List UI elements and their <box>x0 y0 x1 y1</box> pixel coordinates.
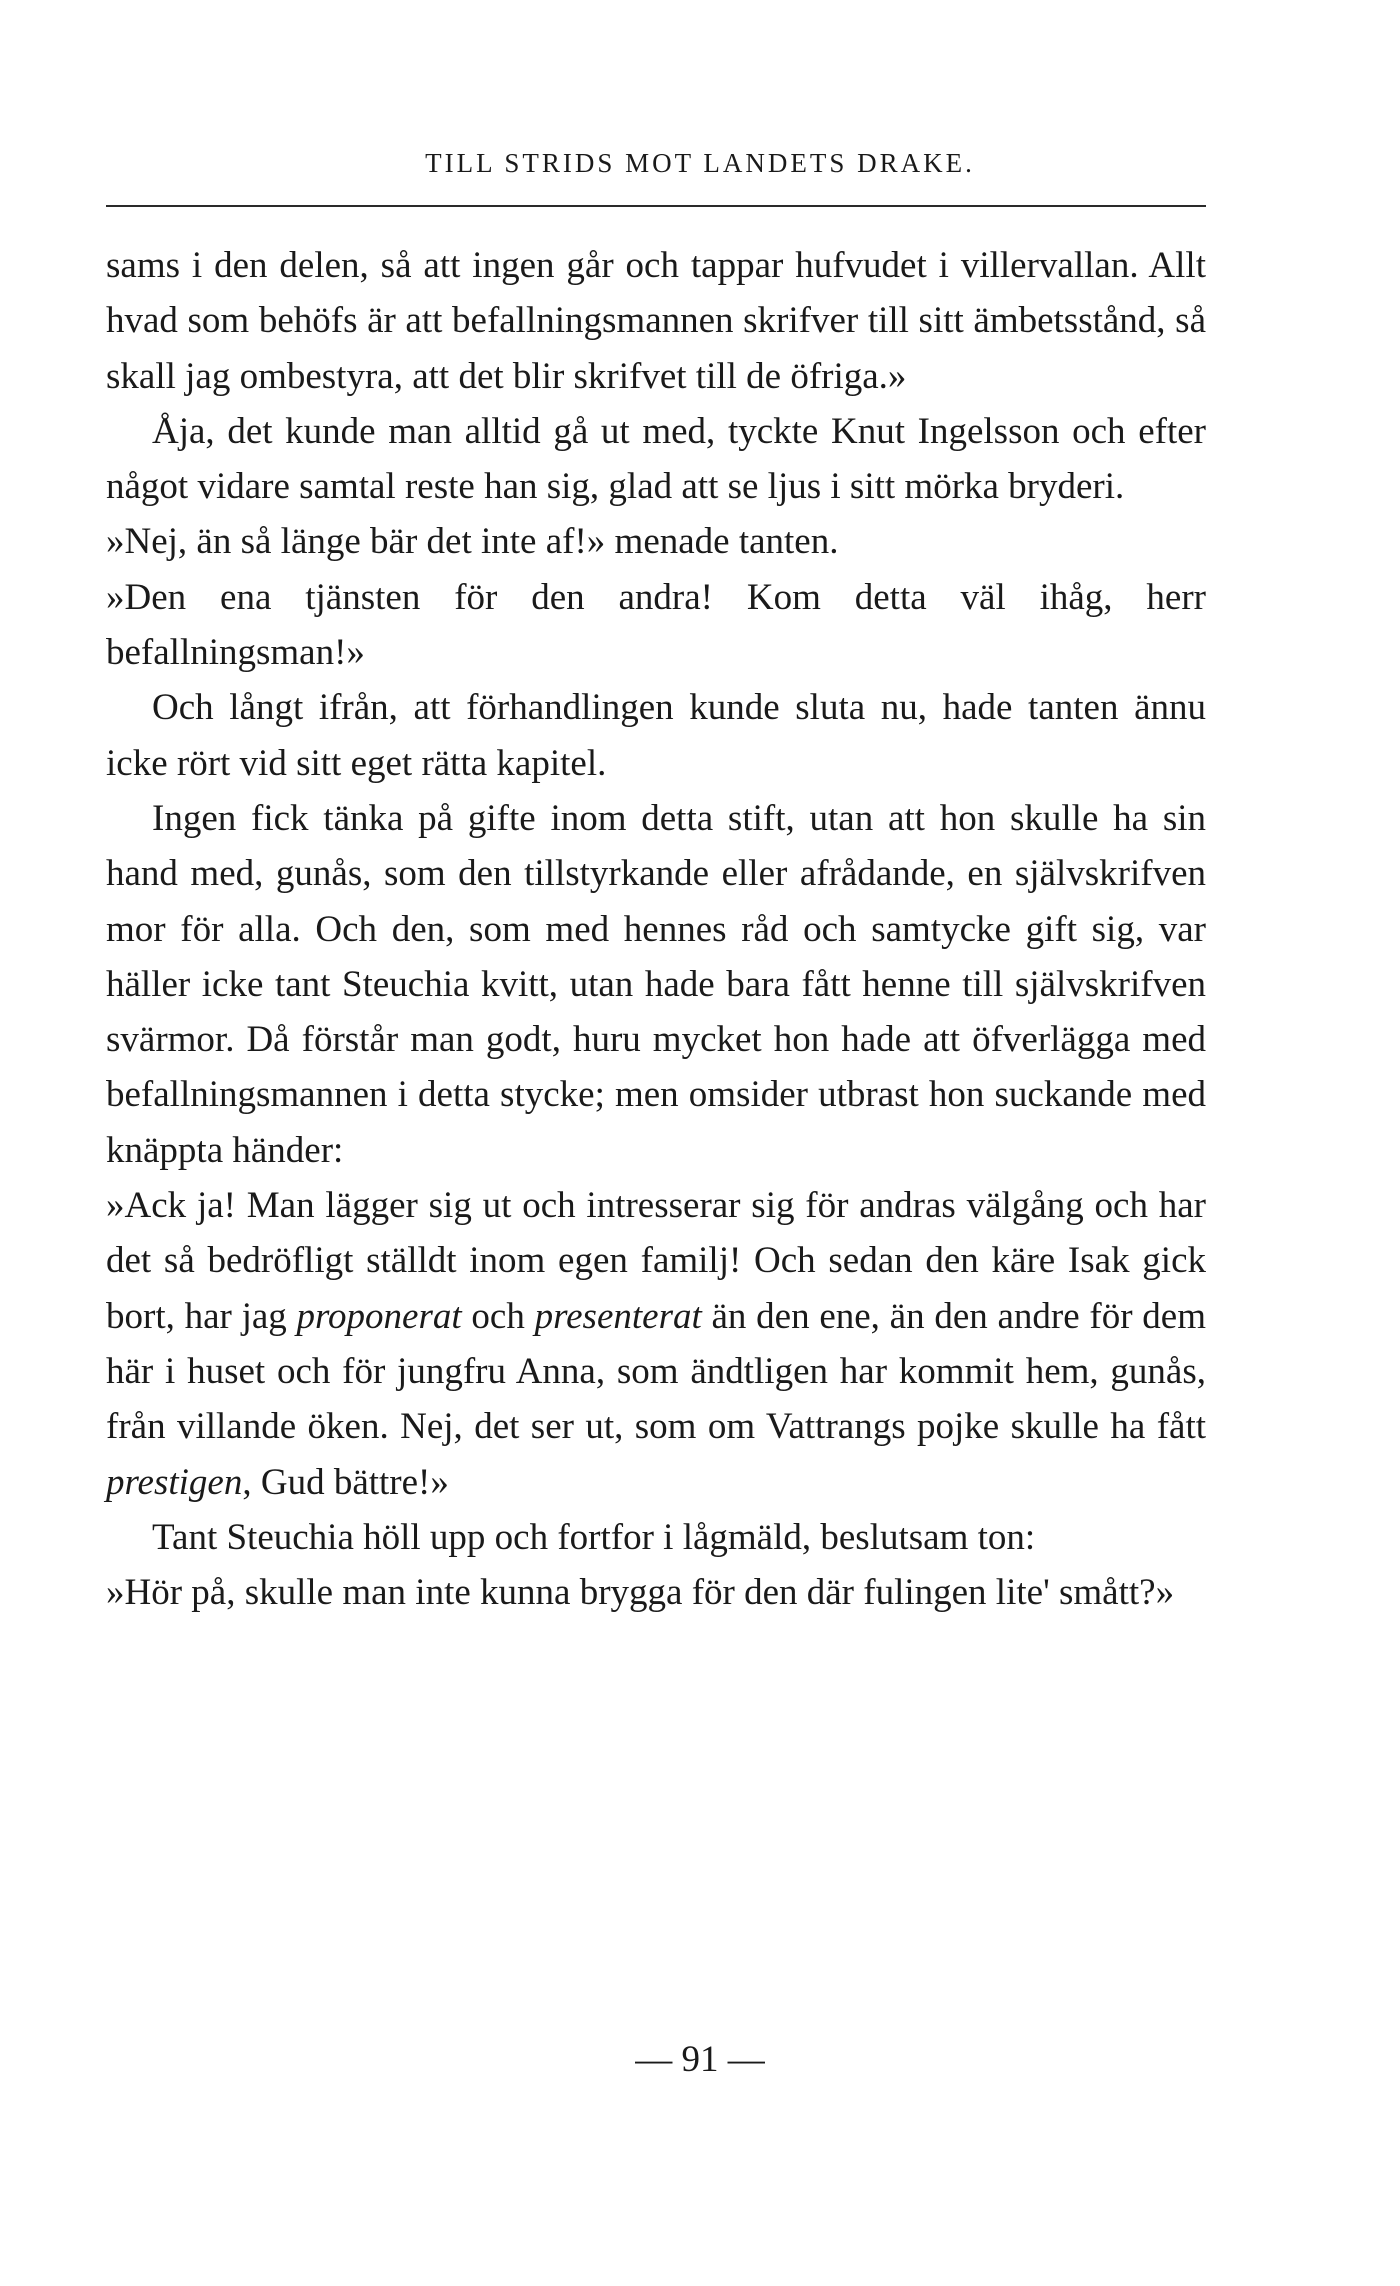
paragraph: »Hör på, skulle man inte kunna brygga för den där fulingen lite' smått?» <box>106 1572 1175 1614</box>
running-head: TILL STRIDS MOT LANDETS DRAKE. <box>425 148 975 178</box>
header-rule <box>106 205 1206 207</box>
paragraph: Och långt ifrån, att förhandlingen kunde sluta nu, hade tanten ännu icke rört vid sitt eget rätta kapitel. <box>106 687 1206 784</box>
paragraph: sams i den delen, så att ingen går och tappar hufvudet i villervallan. Allt hvad som behöfs är att befallningsmannen skrifver till sitt ämbetsstånd, så skall jag ombestyra, att det blir skrifvet till de öfriga.» <box>106 245 1206 397</box>
paragraph: Tant Steuchia höll upp och fortfor i lågmäld, beslutsam ton: <box>152 1516 1036 1558</box>
paragraph: »Den ena tjänsten för den andra! Kom detta väl ihåg, herr befallningsman!» <box>106 576 1206 674</box>
paragraph: »Ack ja! Man lägger sig ut och intresserar sig för andras välgång och har det så bedröfligt ställdt inom egen familj! Och sedan den käre Isak gick bort, har jag proponerat och presenterat än den ene, än den andre för dem här i huset och för jungfru Anna, som ändtligen har kommit hem, gunås, från villande öken. Nej, det ser ut, som om Vattrangs pojke skulle ha fått prestigen, Gud bättre!» <box>106 1185 1206 1503</box>
page-number: — 91 — <box>635 2039 765 2080</box>
paragraph: Ingen fick tänka på gifte inom detta stift, utan att hon skulle ha sin hand med, gunås, som den tillstyrkande eller afrådande, en självskrifven mor för alla. Och den, som med hennes råd och samtycke gift sig, var häller icke tant Steuchia kvitt, utan hade bara fått henne till självskrifven svärmor. Då förstår man godt, huru mycket hon hade att öfverlägga med befallningsmannen i detta stycke; men omsider utbrast hon suckande med knäppta händer: <box>106 797 1206 1171</box>
body-text <box>106 238 1206 1620</box>
paragraph: »Nej, än så länge bär det inte af!» menade tanten. <box>106 521 839 563</box>
paragraph: Åja, det kunde man alltid gå ut med, tyckte Knut Ingelsson och efter något vidare samtal reste han sig, glad att se ljus i sitt mörka bryderi. <box>106 410 1206 508</box>
